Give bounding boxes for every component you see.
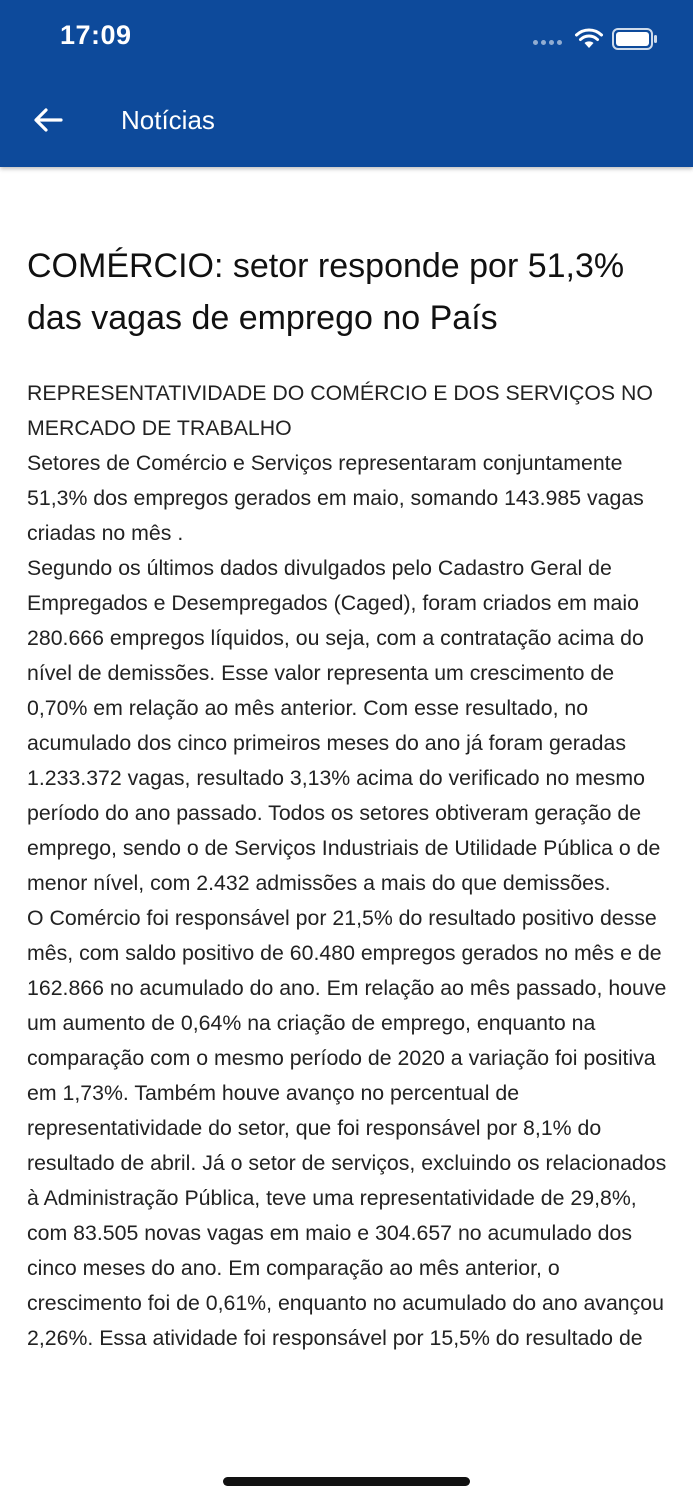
wifi-icon	[574, 26, 604, 50]
article	[27, 240, 672, 1356]
status-time: 17:09	[60, 20, 132, 50]
battery-icon	[612, 28, 658, 50]
cellular-signal-icon	[533, 40, 562, 45]
app-bar	[0, 0, 693, 167]
article-paragraph: REPRESENTATIVIDADE DO COMÉRCIO E DOS SERVIÇOS NO MERCADO DE TRABALHO	[27, 381, 653, 440]
article-headline: COMÉRCIO: setor responde por 51,3% das vagas de emprego no País	[27, 247, 625, 337]
arrow-left-icon	[33, 107, 63, 133]
article-paragraph: Setores de Comércio e Serviços representaram conjuntamente 51,3% dos empregos gerados em maio, somando 143.985 vagas criadas no mês .	[27, 451, 644, 545]
article-paragraph: Segundo os últimos dados divulgados pelo Cadastro Geral de Empregados e Desempregados (Caged), foram criados em maio 280.666 empregos líquidos, ou seja, com a contratação acima do nível de demissões. Esse valor representa um crescimento de 0,70% em relação ao mês anterior. Com esse resultado, no acumulado dos cinco primeiros meses do ano já foram geradas 1.233.372 vagas, resultado 3,13% acima do verificado no mesmo período do ano passado. Todos os setores obtiveram geração de emprego, sendo o de Serviços Industriais de Utilidade Pública o de menor nível, com 2.432 admissões a mais do que demissões.	[27, 556, 661, 895]
article-body	[27, 376, 672, 1356]
home-indicator[interactable]	[223, 1477, 470, 1486]
page-title: Notícias	[121, 105, 215, 135]
back-button[interactable]	[26, 98, 70, 142]
article-paragraph: O Comércio foi responsável por 21,5% do resultado positivo desse mês, com saldo positivo de 60.480 empregos gerados no mês e de 162.866 no acumulado do ano. Em relação ao mês passado, houve um aumento de 0,64% na criação de emprego, enquanto na comparação com o mesmo período de 2020 a variação foi positiva em 1,73%. Também houve avanço no percentual de representatividade do setor, que foi responsável por 8,1% do resultado de abril. Já o setor de serviços, excluindo os relacionados à Administração Pública, teve uma representatividade de 29,8%, com 83.505 novas vagas em maio e 304.657 no acumulado dos cinco meses do ano. Em comparação ao mês anterior, o crescimento foi de 0,61%, enquanto no acumulado do ano avançou 2,26%. Essa atividade foi responsável por 15,5% do resultado de	[27, 906, 667, 1350]
